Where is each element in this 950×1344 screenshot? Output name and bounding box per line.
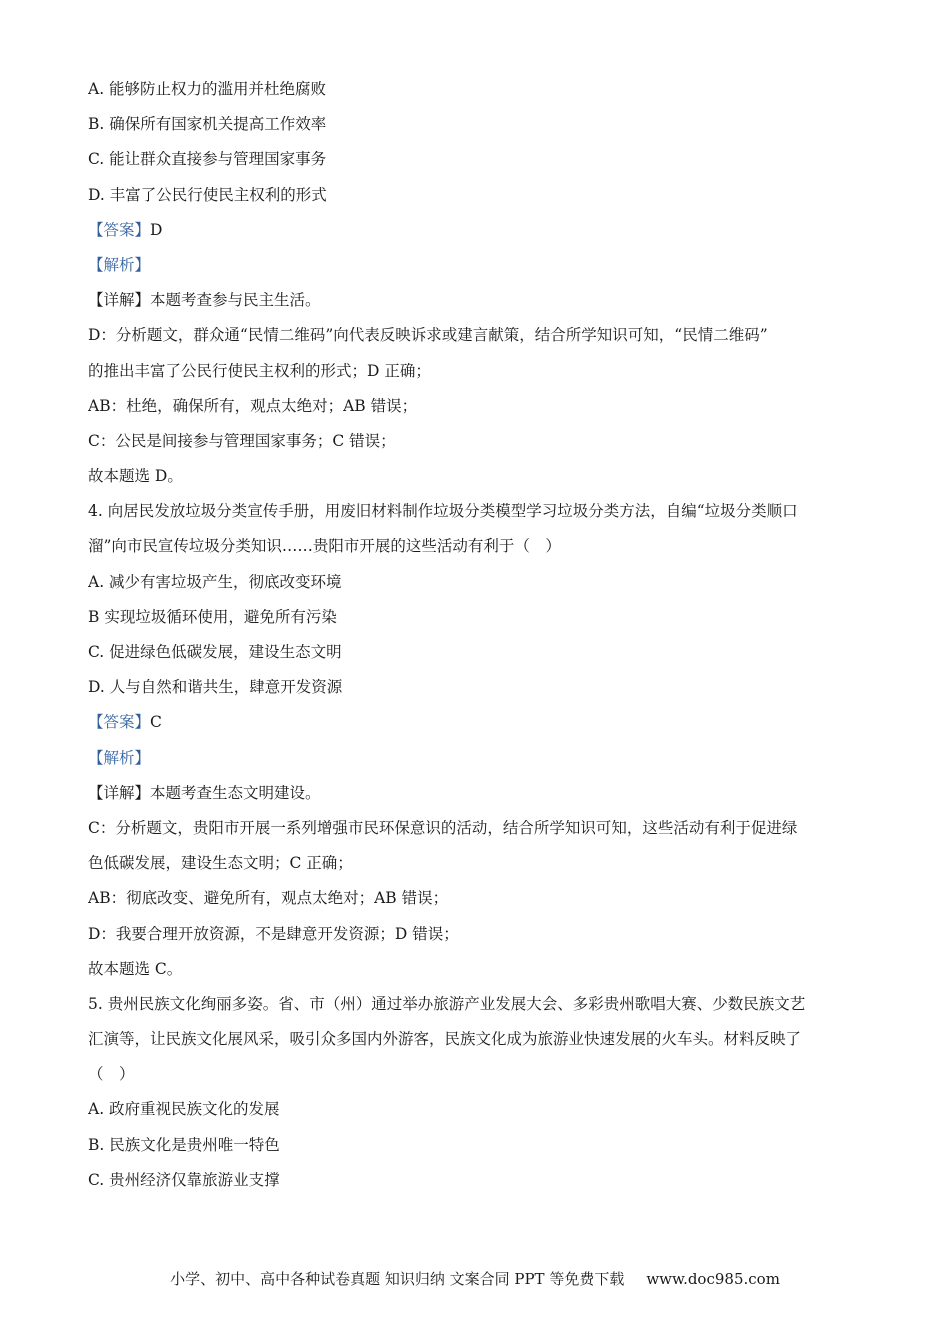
q4-option-d: D. 人与自然和谐共生，肆意开发资源 [88,678,343,697]
q3-explanation-line: 的推出丰富了公民行使民主权利的形式；D 正确； [88,361,431,380]
q5-stem-line: 5. 贵州民族文化绚丽多姿。省、市（州）通过举办旅游产业发展大会、多彩贵州歌唱大赛、少数民族文艺 [88,994,806,1013]
q4-option-c: C. 促进绿色低碳发展，建设生态文明 [88,643,342,661]
detail-text: 本题考查参与民主生活。 [150,291,321,310]
q3-explanation-line: AB：杜绝，确保所有，观点太绝对；AB 错误； [88,396,418,415]
detail-text: 本题考查生态文明建设。 [150,783,321,802]
detail-tag: 【详解】 [88,291,151,310]
q3-option-a: A. 能够防止权力的滥用并杜绝腐败 [88,80,327,98]
q4-stem-line: 溜”向市民宣传垃圾分类知识……贵阳市开展的这些活动有利于（ ） [88,537,561,556]
q4-analysis-tag: 【解析】 [88,748,151,767]
q4-option-a: A. 减少有害垃圾产生，彻底改变环境 [88,572,342,591]
q4-explanation-line: 色低碳发展，建设生态文明；C 正确； [88,854,353,873]
answer-value: D [150,220,163,239]
q4-answer [88,705,868,740]
q5-stem-line: （ ） [88,1065,135,1084]
q3-option-d: D. 丰富了公民行使民主权利的形式 [88,185,327,204]
q5-option-b: B. 民族文化是贵州唯一特色 [88,1135,280,1154]
q3-option-c: C. 能让群众直接参与管理国家事务 [88,150,327,169]
q3-option-b: B. 确保所有国家机关提高工作效率 [88,115,327,134]
page-footer [0,1268,950,1289]
document-body [88,72,868,1198]
q3-detail [88,283,868,318]
q3-explanation-line: D：分析题文，群众通“民情二维码”向代表反映诉求或建言献策，结合所学知识可知，“民情二维码” [88,326,768,345]
answer-value: C [150,713,162,732]
q4-explanation-line: AB：彻底改变、避免所有，观点太绝对；AB 错误； [88,889,449,908]
detail-tag: 【详解】 [88,783,151,802]
q5-option-a: A. 政府重视民族文化的发展 [88,1100,280,1119]
footer-text: 小学、初中、高中各种试卷真题 知识归纳 文案合同 PPT 等免费下载 [170,1270,625,1288]
q4-explanation-line: C：分析题文，贵阳市开展一系列增强市民环保意识的活动，结合所学知识可知，这些活动有利于促进绿 [88,818,798,837]
q3-explanation-line: C：公民是间接参与管理国家事务；C 错误； [88,431,396,450]
answer-tag: 【答案】 [88,713,151,732]
q4-explanation-line: D：我要合理开放资源，不是肆意开发资源；D 错误； [88,924,459,943]
q5-option-c: C. 贵州经济仅靠旅游业支撑 [88,1170,280,1189]
q3-analysis-tag: 【解析】 [88,255,151,274]
q3-explanation-line: 故本题选 D。 [88,467,183,486]
answer-tag: 【答案】 [88,220,151,239]
footer-url[interactable]: www.doc985.com [646,1270,780,1288]
q4-stem-line: 4. 向居民发放垃圾分类宣传手册，用废旧材料制作垃圾分类模型学习垃圾分类方法，自编“垃圾分类顺口 [88,502,798,521]
q4-detail [88,776,868,811]
q5-stem-line: 汇演等，让民族文化展风采，吸引众多国内外游客，民族文化成为旅游业快速发展的火车头。材料反映了 [88,1030,802,1049]
q4-explanation-line: 故本题选 C。 [88,959,183,978]
q4-option-b: B 实现垃圾循环使用，避免所有污染 [88,607,337,626]
q3-answer [88,213,868,248]
